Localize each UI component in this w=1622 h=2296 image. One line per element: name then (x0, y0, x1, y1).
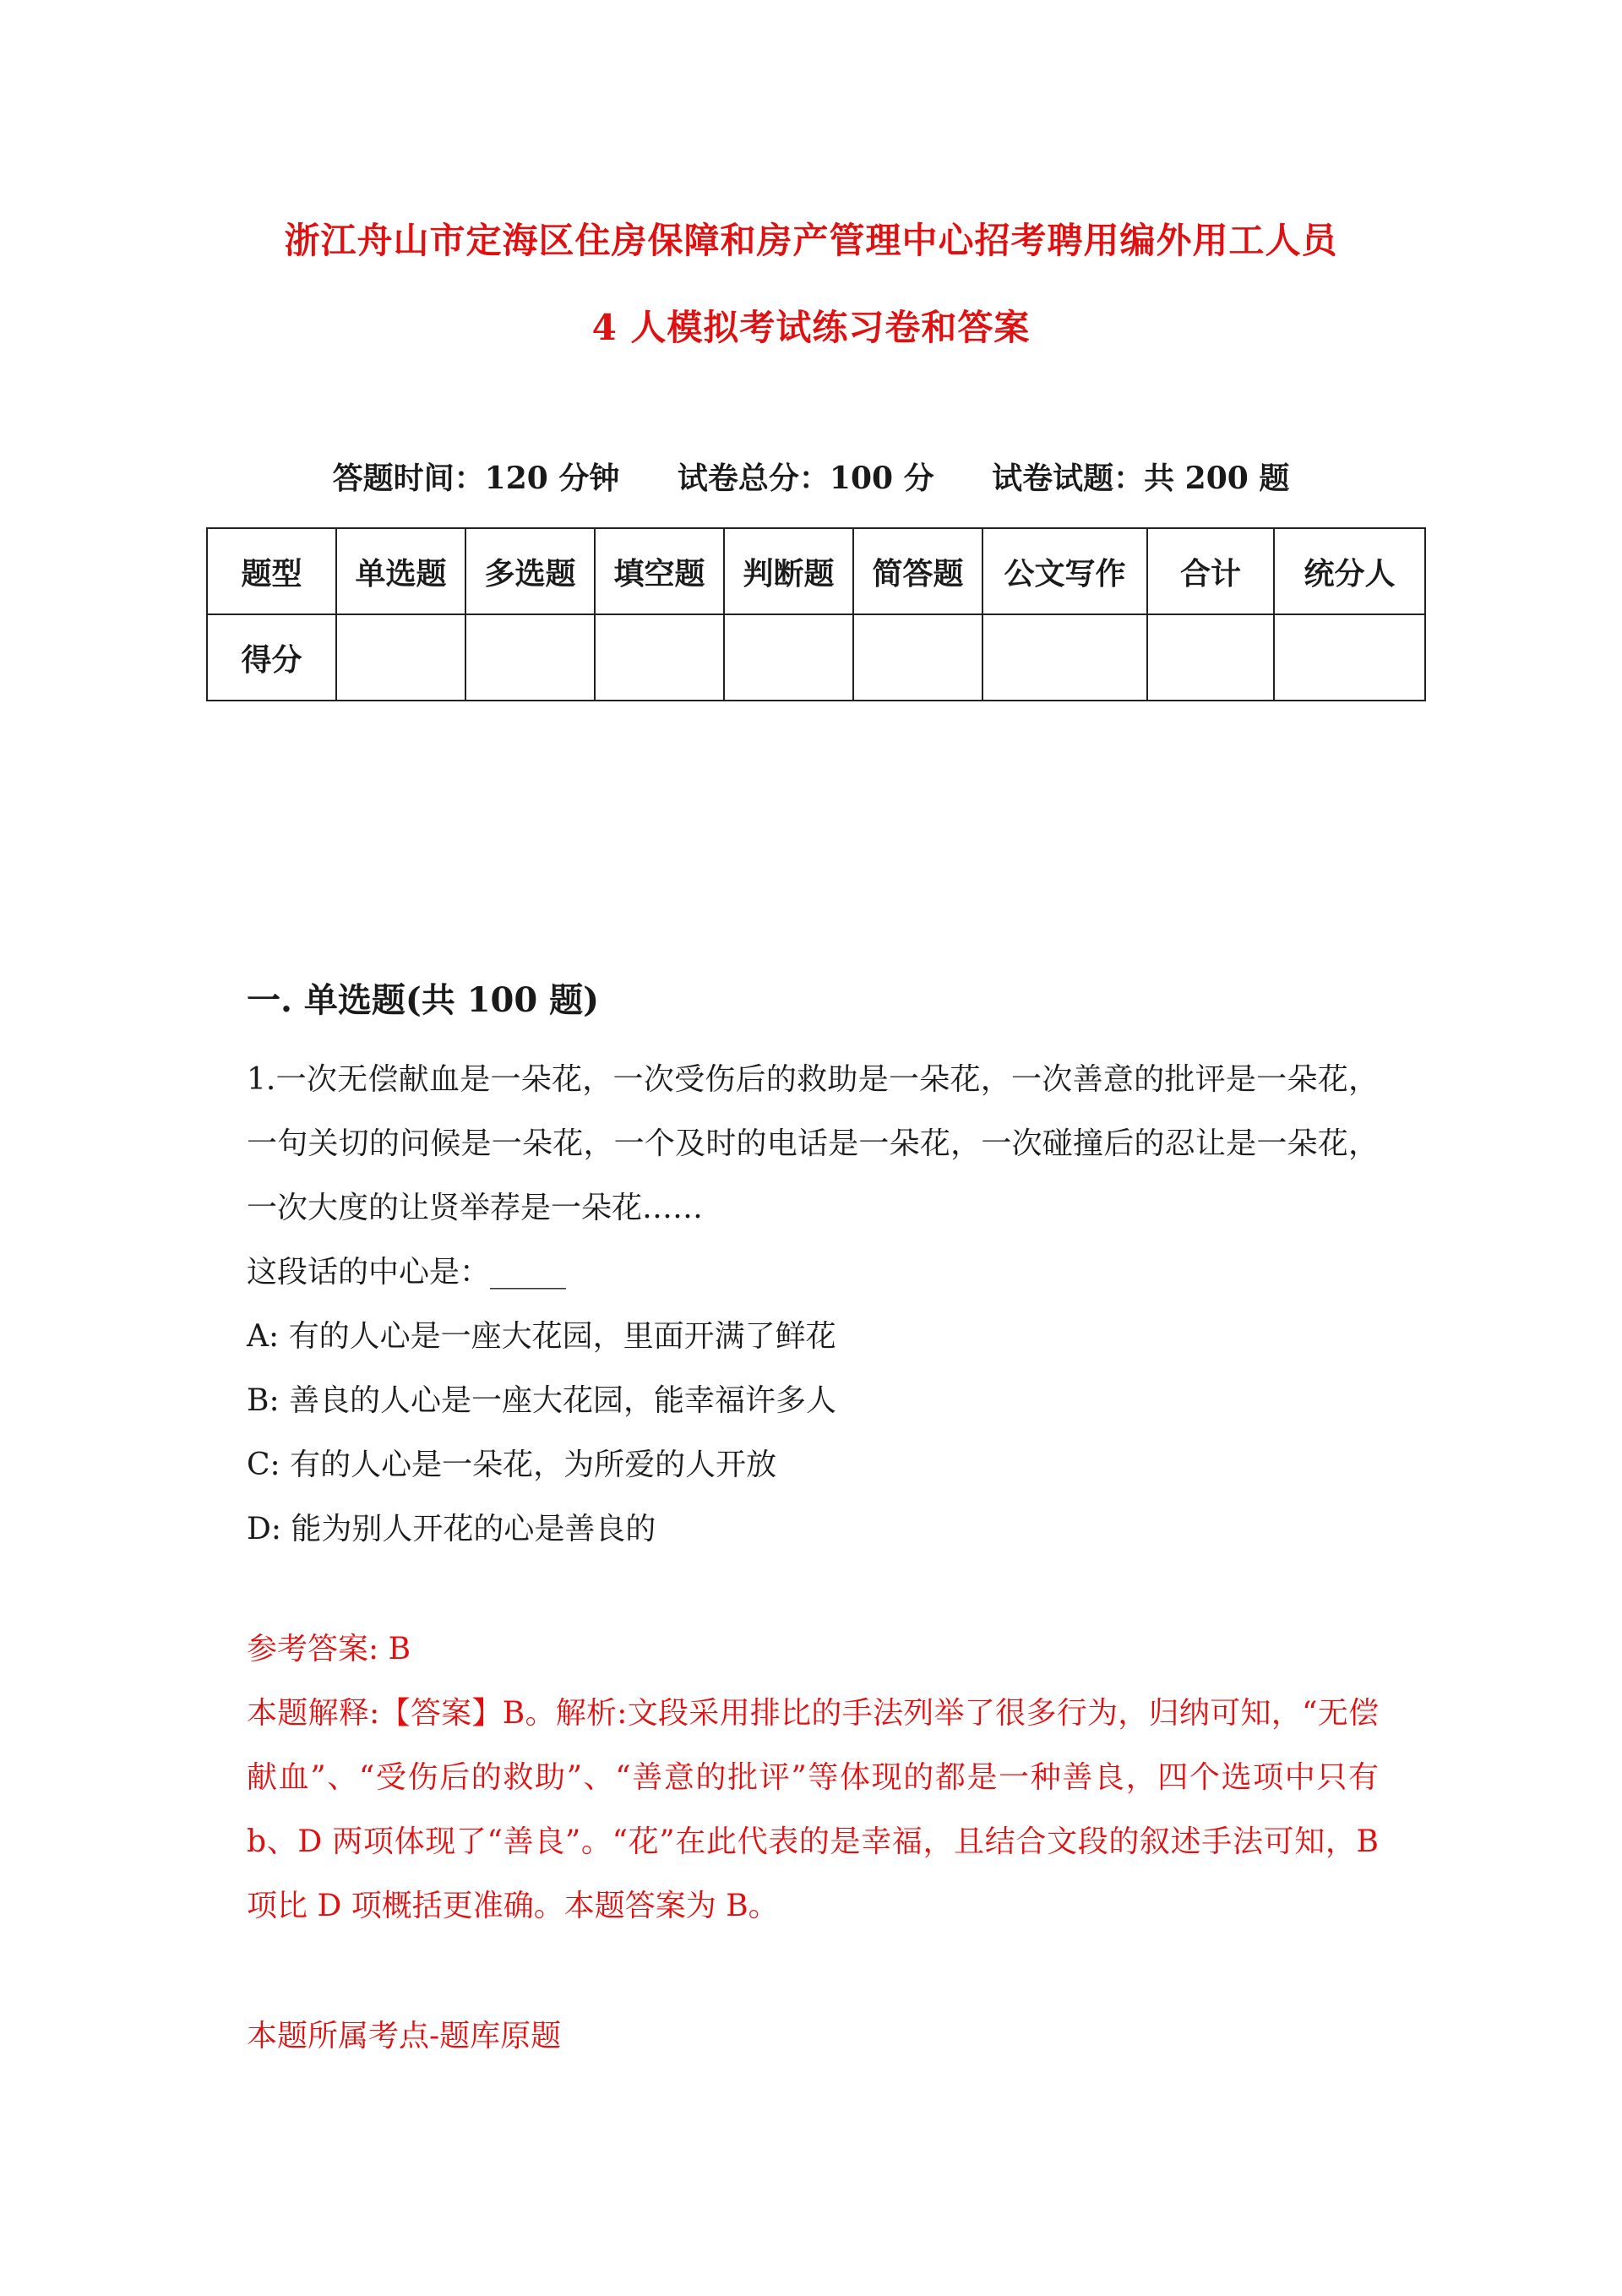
score-cell (595, 614, 724, 701)
score-header-cell: 填空题 (595, 528, 724, 614)
option-a: A: 有的人心是一座大花园，里面开满了鲜花 (247, 1319, 836, 1354)
score-table-score-row (207, 614, 1425, 701)
reference-answer: 参考答案: B (247, 1632, 411, 1666)
score-cell (1147, 614, 1274, 701)
score-cell (853, 614, 982, 701)
score-row-label: 得分 (207, 614, 336, 701)
question-topic: 本题所属考点-题库原题 (247, 2019, 562, 2053)
question-text: 1.一次无偿献血是一朵花，一次受伤后的救助是一朵花，一次善意的批评是一朵花，一句关切的问候是一朵花，一个及时的电话是一朵花，一次碰撞后的忍让是一朵花，一次大度的让贤举荐是一朵花…… (247, 1062, 1379, 1225)
section-title: 一. 单选题(共 100 题) (247, 980, 600, 1020)
score-table (206, 527, 1426, 701)
document-title-line1: 浙江舟山市定海区住房保障和房产管理中心招考聘用编外用工人员 (284, 220, 1338, 261)
score-header-cell: 单选题 (336, 528, 465, 614)
question-prompt: 这段话的中心是：_____ (247, 1255, 567, 1290)
score-cell (1274, 614, 1425, 701)
answer-explanation: 本题解释:【答案】B。解析:文段采用排比的手法列举了很多行为，归纳可知，“无偿献血”、“受伤后的救助”、“善意的批评”等体现的都是一种善良，四个选项中只有 b、D 两项体现了“善良”。“花”在此代表的是幸福，且结合文段的叙述手法可知，B 项比 D 项概括更准确。本题答案为 B。 (247, 1696, 1379, 1923)
option-d: D: 能为别人开花的心是善良的 (247, 1512, 656, 1546)
score-cell (724, 614, 853, 701)
score-header-cell: 多选题 (465, 528, 595, 614)
score-header-cell: 题型 (207, 528, 336, 614)
option-b: B: 善良的人心是一座大花园，能幸福许多人 (247, 1383, 837, 1418)
exam-total-score: 试卷总分：100 分 (677, 461, 934, 496)
score-header-cell: 判断题 (724, 528, 853, 614)
score-table-header-row (207, 528, 1425, 614)
score-cell (465, 614, 595, 701)
score-cell (982, 614, 1147, 701)
exam-time: 答题时间：120 分钟 (332, 461, 620, 496)
option-c: C: 有的人心是一朵花，为所爱的人开放 (247, 1448, 777, 1482)
document-title-line2: 4 人模拟考试练习卷和答案 (591, 307, 1031, 348)
question-1 (247, 1048, 1379, 1562)
score-header-cell: 公文写作 (982, 528, 1147, 614)
answer-block (247, 1617, 1379, 1939)
score-header-cell: 统分人 (1274, 528, 1425, 614)
exam-info (0, 455, 1622, 498)
exam-question-count: 试卷试题：共 200 题 (992, 461, 1290, 496)
score-header-cell: 简答题 (853, 528, 982, 614)
score-header-cell: 合计 (1147, 528, 1274, 614)
score-cell (336, 614, 465, 701)
